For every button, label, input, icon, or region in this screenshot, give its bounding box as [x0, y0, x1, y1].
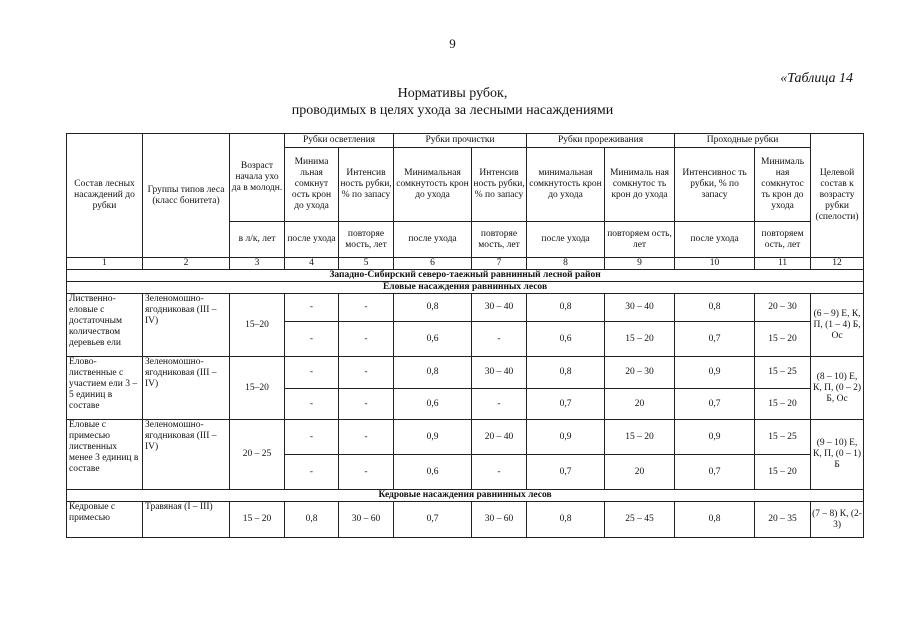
value-cell: 0,6 [527, 322, 605, 357]
value-cell: 0,7 [675, 389, 755, 420]
col-number: 1 [67, 258, 143, 270]
value-cell: 20 – 30 [605, 357, 675, 389]
group-prochistki: Рубки прочистки [394, 134, 527, 148]
value-cell: 0,6 [394, 389, 472, 420]
value-cell: 0,6 [394, 455, 472, 490]
col-number: 3 [230, 258, 285, 270]
composition-cell: Кедровые с примесью [67, 502, 143, 538]
section-heading-cedar: Кедровые насаждения равнинных лесов [67, 490, 864, 502]
col-number: 5 [339, 258, 394, 270]
header-c5: Интенсив ность рубки, % по запасу [339, 148, 394, 222]
value-cell: - [285, 455, 339, 490]
value-cell: 15 – 20 [755, 455, 811, 490]
value-cell: 30 – 40 [472, 294, 527, 322]
unit-c11: повторяем ость, лет [755, 222, 811, 258]
region-row [67, 270, 864, 282]
value-cell: 0,8 [527, 357, 605, 389]
value-cell: 20 [605, 455, 675, 490]
value-cell: - [285, 294, 339, 322]
page-number: 9 [449, 36, 456, 51]
group-prorezhivaniya: Рубки прореживания [527, 134, 675, 148]
section-row [67, 282, 864, 294]
value-cell: 30 – 40 [605, 294, 675, 322]
value-cell: - [339, 420, 394, 455]
value-cell: 0,8 [394, 294, 472, 322]
forest-group-cell: Зеленомошно-ягодниковая (III – IV) [143, 357, 230, 420]
table-row [67, 502, 864, 538]
value-cell: 0,8 [394, 357, 472, 389]
col-number: 7 [472, 258, 527, 270]
col-number: 2 [143, 258, 230, 270]
unit-c7: повторяе мость, лет [472, 222, 527, 258]
header-target-composition: Целевой состав к возрасту рубки (спелости) [811, 134, 864, 258]
header-c4: Минима льная сомкнут ость крон до ухода [285, 148, 339, 222]
value-cell: 30 – 40 [472, 357, 527, 389]
unit-c5: повторяе мость, лет [339, 222, 394, 258]
value-cell: - [285, 322, 339, 357]
table-title [0, 85, 905, 119]
column-number-row [67, 258, 864, 270]
value-cell: 20 – 30 [755, 294, 811, 322]
value-cell: 0,7 [394, 502, 472, 538]
composition-cell: Елово-лиственные с участием ели 3 – 5 единиц в составе [67, 357, 143, 420]
header-composition: Состав лесных насаждений до рубки [67, 134, 143, 258]
value-cell: 30 – 60 [472, 502, 527, 538]
forest-group-cell: Зеленомошно-ягодниковая (III – IV) [143, 294, 230, 357]
col-number: 4 [285, 258, 339, 270]
value-cell: 20 [605, 389, 675, 420]
value-cell: 0,7 [675, 322, 755, 357]
value-cell: - [339, 322, 394, 357]
header-row-groups [67, 134, 864, 148]
header-c11: Минималь ная сомкнутос ть крон до ухода [755, 148, 811, 222]
value-cell: - [472, 389, 527, 420]
value-cell: 0,9 [527, 420, 605, 455]
col-number: 9 [605, 258, 675, 270]
age-cell: 20 – 25 [230, 420, 285, 490]
value-cell: 30 – 60 [339, 502, 394, 538]
value-cell: 0,8 [675, 502, 755, 538]
age-cell: 15–20 [230, 357, 285, 420]
header-forest-group: Группы типов леса (класс бонитета) [143, 134, 230, 258]
value-cell: 15 – 20 [755, 322, 811, 357]
title-line-2: проводимых в целях ухода за лесными насаждениями [291, 103, 614, 118]
age-cell: 15 – 20 [230, 502, 285, 538]
col-number: 12 [811, 258, 864, 270]
forest-group-cell: Травяная (I – III) [143, 502, 230, 538]
table-row [67, 357, 864, 389]
group-prohodnye: Проходные рубки [675, 134, 811, 148]
value-cell: - [472, 455, 527, 490]
header-c6: Минимальная сомкнутость крон до ухода [394, 148, 472, 222]
age-cell: 15–20 [230, 294, 285, 357]
title-line-1: Нормативы рубок, [397, 86, 508, 101]
value-cell: 0,9 [394, 420, 472, 455]
unit-c4: после ухода [285, 222, 339, 258]
header-age: Возраст начала ухо да в молодн. [230, 134, 285, 222]
value-cell: - [339, 455, 394, 490]
value-cell: - [285, 389, 339, 420]
value-cell: 20 – 35 [755, 502, 811, 538]
value-cell: 0,8 [527, 294, 605, 322]
unit-c6: после ухода [394, 222, 472, 258]
value-cell: 25 – 45 [605, 502, 675, 538]
value-cell: 0,8 [285, 502, 339, 538]
table-row [67, 420, 864, 455]
value-cell: 15 – 20 [605, 420, 675, 455]
section-row [67, 490, 864, 502]
header-c9: Минималь ная сомкнутос ть крон до ухода [605, 148, 675, 222]
value-cell: 0,7 [675, 455, 755, 490]
unit-c9: повторяем ость, лет [605, 222, 675, 258]
table-label: «Таблица 14 [780, 71, 853, 86]
value-cell: 0,8 [675, 294, 755, 322]
value-cell: 0,8 [527, 502, 605, 538]
value-cell: - [472, 322, 527, 357]
table-row [67, 294, 864, 322]
value-cell: 0,7 [527, 455, 605, 490]
value-cell: 0,9 [675, 357, 755, 389]
target-composition-cell: (7 – 8) К, (2-3) [811, 502, 864, 538]
value-cell: - [339, 357, 394, 389]
target-composition-cell: (9 – 10) Е, К, П, (0 – 1) Б [811, 420, 864, 490]
forest-group-cell: Зеленомошно-ягодниковая (III – IV) [143, 420, 230, 490]
header-c10: Интенсивнос ть рубки, % по запасу [675, 148, 755, 222]
norms-table [66, 133, 864, 538]
value-cell: - [339, 294, 394, 322]
value-cell: 0,6 [394, 322, 472, 357]
group-osvetleniya: Рубки осветления [285, 134, 394, 148]
unit-c3: в л/к, лет [230, 222, 285, 258]
composition-cell: Лиственно-еловые с достаточным количеством деревьев ели [67, 294, 143, 357]
col-number: 10 [675, 258, 755, 270]
col-number: 6 [394, 258, 472, 270]
section-heading-spruce: Еловые насаждения равнинных лесов [67, 282, 864, 294]
value-cell: 0,7 [527, 389, 605, 420]
region-heading: Западно-Сибирский северо-таежный равнинный лесной район [67, 270, 864, 282]
header-c8: минимальная сомкнутость крон до ухода [527, 148, 605, 222]
col-number: 8 [527, 258, 605, 270]
target-composition-cell: (8 – 10) Е, К, П, (0 – 2) Б, Ос [811, 357, 864, 420]
value-cell: - [285, 357, 339, 389]
header-c7: Интенсив ность рубки, % по запасу [472, 148, 527, 222]
value-cell: 20 – 40 [472, 420, 527, 455]
value-cell: 15 – 25 [755, 357, 811, 389]
value-cell: 15 – 20 [605, 322, 675, 357]
col-number: 11 [755, 258, 811, 270]
value-cell: 15 – 25 [755, 420, 811, 455]
unit-c10: после ухода [675, 222, 755, 258]
value-cell: - [339, 389, 394, 420]
value-cell: 15 – 20 [755, 389, 811, 420]
unit-c8: после ухода [527, 222, 605, 258]
value-cell: - [285, 420, 339, 455]
target-composition-cell: (6 – 9) Е, К, П, (1 – 4) Б, Ос [811, 294, 864, 357]
composition-cell: Еловые с примесью лиственных менее 3 единиц в составе [67, 420, 143, 490]
value-cell: 0,9 [675, 420, 755, 455]
